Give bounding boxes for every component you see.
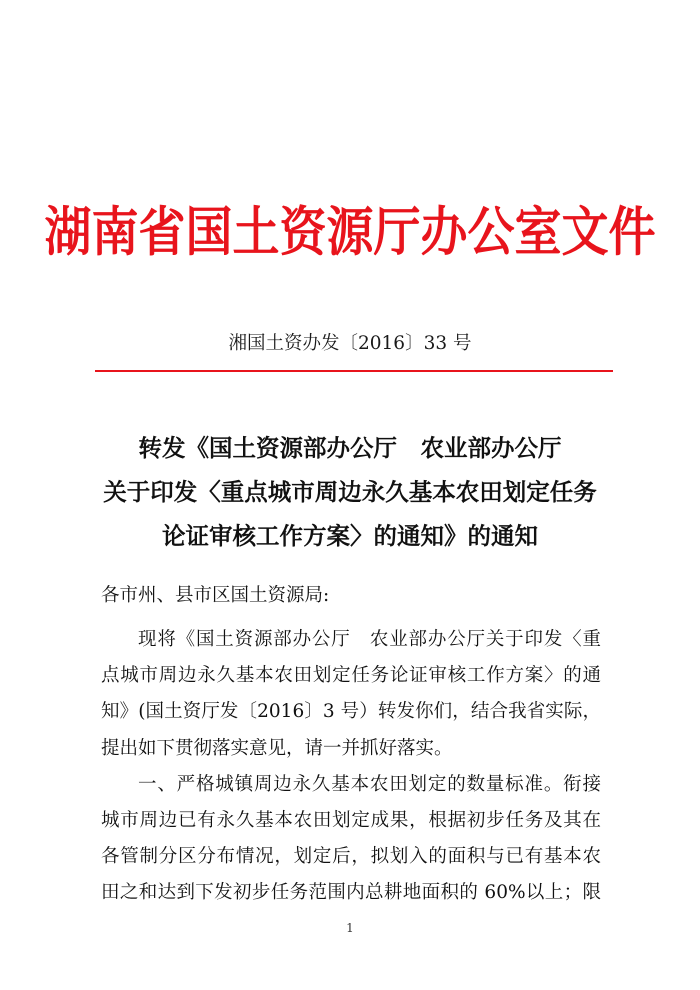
- paragraph-line: 田之和达到下发初步任务范围内总耕地面积的 60%以上；限: [101, 882, 601, 904]
- paragraph-line: 知》(国土资厅发〔2016〕3 号）转发你们，结合我省实际，: [101, 701, 601, 723]
- body-text: [101, 622, 601, 912]
- title-line: 转发《国土资源部办公厅 农业部办公厅: [138, 434, 562, 462]
- paragraph-line: 现将《国土资源部办公厅 农业部办公厅关于印发〈重: [138, 629, 601, 650]
- addressee: 各市州、县市区国土资源局:: [101, 585, 330, 606]
- document-title: [0, 426, 700, 558]
- paragraph-line: 点城市周边永久基本农田划定任务论证审核工作方案〉的通: [101, 665, 601, 687]
- red-separator-line: [95, 370, 613, 372]
- title-line: 论证审核工作方案〉的通知》的通知: [162, 522, 538, 550]
- title-line: 关于印发〈重点城市周边永久基本农田划定任务: [103, 478, 597, 506]
- document-number: 湘国土资办发〔2016〕33 号: [228, 333, 472, 354]
- paragraph-line: 一、严格城镇周边永久基本农田划定的数量标准。衔接: [138, 773, 601, 795]
- document-header-title: 湖南省国土资源厅办公室文件: [44, 201, 656, 264]
- paragraph-line: 城市周边已有永久基本农田划定成果，根据初步任务及其在: [101, 810, 601, 832]
- paragraph-line: 提出如下贯彻落实意见，请一并抓好落实。: [101, 737, 453, 759]
- paragraph-line: 各管制分区分布情况，划定后，拟划入的面积与已有基本农: [101, 846, 601, 868]
- page-number: 1: [346, 921, 354, 935]
